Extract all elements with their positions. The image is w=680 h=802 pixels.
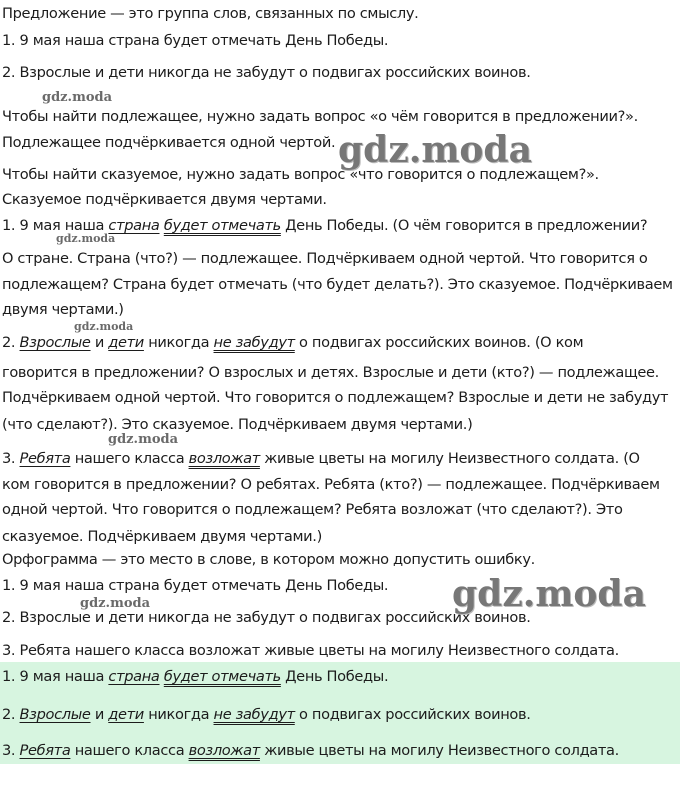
text-fragment: о подвигах российских воинов. (О ком [294,334,584,351]
text-fragment: 1. 9 мая [2,217,65,234]
subject-word: Ребята [19,742,71,759]
text-fragment: и [90,334,109,351]
predicate-underline-rule: Сказуемое подчёркивается двумя чертами. [2,191,327,208]
text-fragment: никогда [143,706,214,723]
orthogram-sentence-1: 1. 9 мая наша страна будет отмечать День Победы. [2,577,389,594]
predicate-words: будет отмечать [163,668,281,685]
subject-word: страна [108,217,160,234]
predicate-words: не забудут [213,334,295,351]
text-fragment: живые цветы на могилу Неизвестного солдата. [259,742,619,759]
analysis-2-line-4: (что сделают?). Это сказуемое. Подчёркиваем двумя чертами.) [2,416,473,433]
predicate-words: возложат [188,450,260,467]
sentence-2: 2. Взрослые и дети никогда не забудут о подвигах российских воинов. [2,64,531,81]
watermark-logo: gdz.moda [56,232,116,245]
subject-word: страна [108,668,160,685]
watermark-logo: gdz.moda [42,90,113,105]
watermark-logo: gdz.moda [74,320,134,333]
text-fragment: нашего класса [70,742,189,759]
text-fragment: и [90,706,109,723]
text-fragment: живые цветы на могилу Неизвестного солдата. (О [259,450,640,467]
text-fragment: наша [64,217,109,234]
analysis-3-line-1 [2,450,678,468]
analysis-2-line-1 [2,334,678,352]
text-fragment: нашего класса [70,450,189,467]
text-fragment: о подвигах российских воинов. [294,706,531,723]
final-sentence-2 [2,706,678,724]
analysis-1-line-4: двумя чертами.) [2,301,124,318]
watermark-logo: gdz.moda [452,573,646,615]
analysis-3-line-3: одной чертой. Что говорится о подлежащем? Ребята возложат (что сделают?). Это [2,501,623,518]
predicate-rule: Чтобы найти сказуемое, нужно задать вопрос «что говорится о подлежащем?». [2,166,599,183]
sentence-1: 1. 9 мая наша страна будет отмечать День Победы. [2,32,389,49]
analysis-2-line-3: Подчёркиваем одной чертой. Что говорится о подлежащем? Взрослые и дети не забудут [2,389,669,406]
text-fragment: День Победы. (О чём говорится в предложении? [280,217,648,234]
text-fragment: 2. [2,334,20,351]
final-sentence-1 [2,668,678,686]
analysis-2-line-2: говорится в предложении? О взрослых и детях. Взрослые и дети (кто?) — подлежащее. [2,364,659,381]
watermark-logo: gdz.moda [108,432,179,447]
text-fragment: 3. [2,742,20,759]
analysis-3-line-4: сказуемое. Подчёркиваем двумя чертами.) [2,528,322,545]
orthogram-sentence-2: 2. Взрослые и дети никогда не забудут о подвигах российских воинов. [2,609,531,626]
text-fragment: 3. [2,450,20,467]
analysis-1-line-3: подлежащем? Страна будет отмечать (что будет делать?). Это сказуемое. Подчёркиваем [2,276,673,293]
analysis-1-line-2: О стране. Страна (что?) — подлежащее. Подчёркиваем одной чертой. Что говорится о [2,250,648,267]
subject-word: Взрослые [19,334,91,351]
watermark-logo: gdz.moda [80,596,151,611]
predicate-words: не забудут [213,706,295,723]
subject-word: дети [108,706,144,723]
predicate-words: возложат [188,742,260,759]
subject-word: Взрослые [19,706,91,723]
orthogram-sentence-3: 3. Ребята нашего класса возложат живые цветы на могилу Неизвестного солдата. [2,642,619,659]
subject-word: Ребята [19,450,71,467]
text-fragment: никогда [143,334,214,351]
text-fragment: 1. 9 мая наша [2,668,109,685]
analysis-3-line-2: ком говорится в предложении? О ребятах. Ребята (кто?) — подлежащее. Подчёркиваем [2,476,660,493]
subject-underline-rule: Подлежащее подчёркивается одной чертой. [2,134,336,151]
orthogram-definition: Орфограмма — это место в слове, в котором можно допустить ошибку. [2,551,535,568]
final-sentence-3 [2,742,678,760]
predicate-words: будет отмечать [163,217,281,234]
subject-word: дети [108,334,144,351]
text-fragment: День Победы. [280,668,389,685]
watermark-logo: gdz.moda [338,129,532,171]
text-fragment: 2. [2,706,20,723]
subject-rule: Чтобы найти подлежащее, нужно задать вопрос «о чём говорится в предложении?». [2,108,638,125]
definition-sentence: Предложение — это группа слов, связанных по смыслу. [2,5,419,22]
